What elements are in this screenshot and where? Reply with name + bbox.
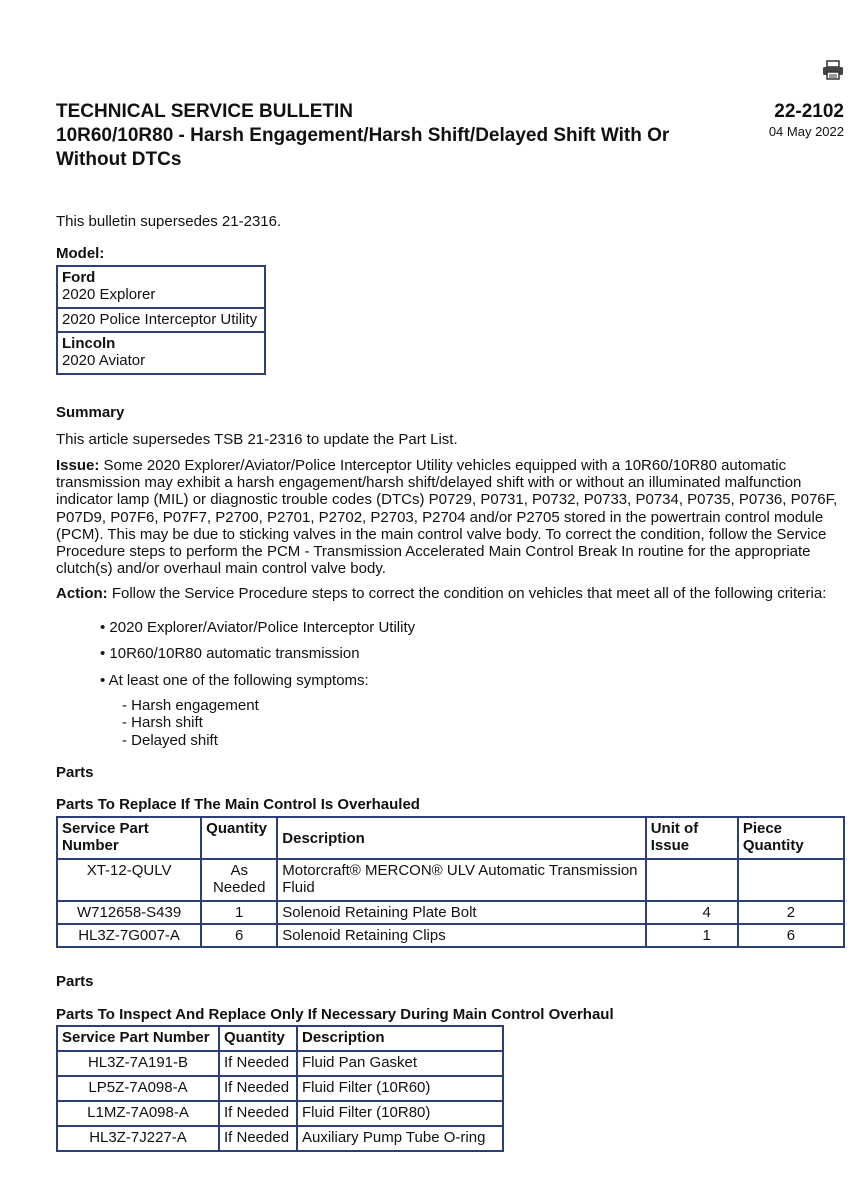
part-number-cell: W712658-S439: [57, 901, 201, 924]
bulletin-date: 04 May 2022: [768, 124, 844, 139]
table-row: [57, 1101, 503, 1126]
column-header: Description: [277, 817, 645, 859]
action-label: Action:: [56, 585, 108, 602]
column-header: Piece Quantity: [738, 817, 844, 859]
description-cell: Fluid Filter (10R80): [297, 1101, 503, 1126]
column-header: Service Part Number: [57, 1026, 219, 1051]
unit-of-issue-cell: 1: [646, 924, 738, 947]
page-title: TECHNICAL SERVICE BULLETIN: [56, 101, 353, 122]
parts-replace-table: [56, 816, 845, 948]
description-cell: Solenoid Retaining Clips: [277, 924, 645, 947]
model-name: 2020 Police Interceptor Utility: [62, 311, 258, 328]
issue-text: Some 2020 Explorer/Aviator/Police Interceptor Utility vehicles equipped with a 10R60/10R80 automatic transmission may exhibit a harsh engagement/harsh shift/delayed shift with or without an illuminated malfunction indicator lamp (MIL) or diagnostic trouble codes (DTCs) P0729, P0731, P0732, P0733, P0734, P0735, P0736, P076F, P07D9, P07F6, P07F7, P2700, P2701, P2702, P2703, P2704 and/or P2705 stored in the powertrain control module (PCM). This may be due to sticking valves in the main control valve body. To correct the condition, follow the Service Procedure steps to perform the PCM - Transmission Accelerated Main Control Break In routine for the appropriate clutch(s) and/or overhaul main control valve body.: [56, 457, 838, 578]
supersedes-note: This bulletin supersedes 21-2316.: [56, 213, 282, 230]
piece-quantity-cell: 2: [738, 901, 844, 924]
parts-heading: Parts: [56, 973, 94, 990]
action-paragraph: [56, 585, 846, 602]
list-item: • At least one of the following symptoms:: [100, 672, 369, 689]
model-make: Lincoln: [62, 335, 116, 352]
bulletin-meta: [769, 100, 844, 140]
part-number-cell: HL3Z-7J227-A: [57, 1126, 219, 1151]
piece-quantity-cell: [738, 859, 844, 901]
list-item: • 2020 Explorer/Aviator/Police Interceptor Utility: [100, 619, 416, 636]
description-cell: Fluid Pan Gasket: [297, 1051, 503, 1076]
description-cell: Fluid Filter (10R60): [297, 1076, 503, 1101]
summary-heading: Summary: [56, 404, 125, 421]
part-number-cell: LP5Z-7A098-A: [57, 1076, 219, 1101]
part-number-cell: L1MZ-7A098-A: [57, 1101, 219, 1126]
quantity-cell: If Needed: [219, 1126, 297, 1151]
column-header: Quantity: [201, 817, 277, 859]
model-cell: [57, 266, 265, 308]
quantity-cell: As Needed: [201, 859, 277, 901]
model-cell: [57, 332, 265, 374]
list-item: • 10R60/10R80 automatic transmission: [100, 645, 360, 662]
list-item: - Harsh shift: [122, 714, 203, 731]
table-row: [57, 901, 844, 924]
part-number-cell: XT-12-QULV: [57, 859, 201, 901]
printer-icon[interactable]: [822, 60, 844, 80]
model-name: 2020 Aviator: [62, 352, 146, 369]
description-cell: Auxiliary Pump Tube O-ring: [297, 1126, 503, 1151]
piece-quantity-cell: 6: [738, 924, 844, 947]
table-row: [57, 308, 265, 332]
part-number-cell: HL3Z-7A191-B: [57, 1051, 219, 1076]
table-header-row: [57, 817, 844, 859]
bulletin-number: 22-2102: [774, 101, 844, 122]
table-row: [57, 924, 844, 947]
description-cell: Motorcraft® MERCON® ULV Automatic Transmission Fluid: [277, 859, 645, 901]
table-row: [57, 1051, 503, 1076]
table-row: [57, 266, 265, 308]
action-text: Follow the Service Procedure steps to correct the condition on vehicles that meet all of the following criteria:: [111, 585, 827, 602]
issue-paragraph: [56, 457, 846, 577]
table-row: [57, 1076, 503, 1101]
table-row: [57, 859, 844, 901]
model-table: [56, 265, 266, 375]
quantity-cell: If Needed: [219, 1076, 297, 1101]
quantity-cell: 1: [201, 901, 277, 924]
table-row: [57, 1126, 503, 1151]
part-number-cell: HL3Z-7G007-A: [57, 924, 201, 947]
parts-heading: Parts: [56, 764, 94, 781]
quantity-cell: If Needed: [219, 1101, 297, 1126]
summary-text: This article supersedes TSB 21-2316 to update the Part List.: [56, 431, 458, 448]
list-item: - Delayed shift: [122, 732, 218, 749]
unit-of-issue-cell: [646, 859, 738, 901]
table-header-row: [57, 1026, 503, 1051]
quantity-cell: 6: [201, 924, 277, 947]
parts-subheading: Parts To Replace If The Main Control Is Overhauled: [56, 796, 420, 813]
bulletin-subject: 10R60/10R80 - Harsh Engagement/Harsh Shift/Delayed Shift With Or Without DTCs: [56, 125, 670, 170]
column-header: Service Part Number: [57, 817, 201, 859]
quantity-cell: If Needed: [219, 1051, 297, 1076]
bulletin-header: [56, 100, 736, 172]
issue-label: Issue:: [56, 457, 100, 474]
column-header: Description: [297, 1026, 503, 1051]
model-heading: Model:: [56, 245, 105, 262]
column-header: Unit of Issue: [646, 817, 738, 859]
model-name: 2020 Explorer: [62, 286, 156, 303]
parts-subheading: Parts To Inspect And Replace Only If Necessary During Main Control Overhaul: [56, 1006, 614, 1023]
description-cell: Solenoid Retaining Plate Bolt: [277, 901, 645, 924]
unit-of-issue-cell: 4: [646, 901, 738, 924]
list-item: - Harsh engagement: [122, 697, 259, 714]
model-cell: [57, 308, 265, 332]
parts-inspect-table: [56, 1025, 504, 1152]
column-header: Quantity: [219, 1026, 297, 1051]
model-make: Ford: [62, 269, 96, 286]
table-row: [57, 332, 265, 374]
